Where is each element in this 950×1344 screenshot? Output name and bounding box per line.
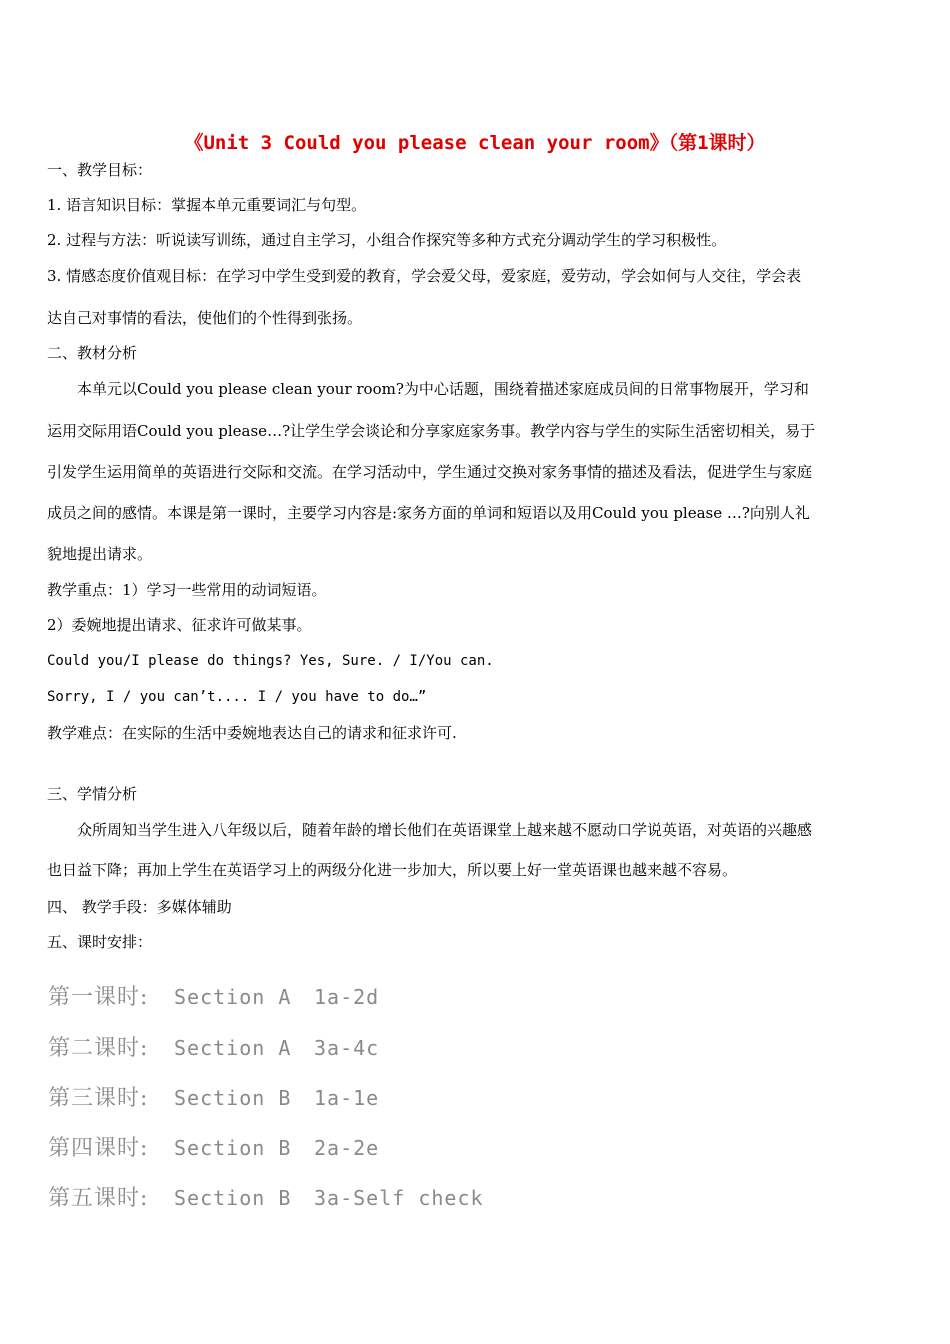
example-sentence-1: Could you/I please do things? Yes, Sure. / I/You can.: [47, 653, 494, 669]
schedule-section: Section A: [174, 985, 292, 1009]
goal-emotion: 3. 情感态度价值观目标：在学习中学生受到爱的教育，学会爱父母，爱家庭，爱劳动，学会如何与人交往，学会表: [47, 267, 802, 285]
schedule-range: 2a-2e: [314, 1136, 380, 1160]
material-paragraph-line: 引发学生运用简单的英语进行交际和交流。在学习活动中，学生通过交换对家务事情的描述及看法，促进学生与家庭: [47, 463, 813, 481]
student-analysis-line: 也日益下降；再加上学生在英语学习上的两级分化进一步加大，所以要上好一堂英语课也越来越不容易。: [47, 861, 738, 879]
heading-teaching-goals: 一、教学目标：: [47, 161, 153, 179]
key-point-2: 2）委婉地提出请求、征求许可做某事。: [47, 616, 312, 634]
goal-process: 2. 过程与方法：听说读写训练，通过自主学习，小组合作探究等多种方式充分调动学生的学习积极性。: [47, 231, 727, 249]
schedule-lesson: 第三课时:: [48, 1086, 149, 1111]
heading-student-analysis: 三、学情分析: [47, 785, 138, 803]
material-paragraph-line: 运用交际用语Could you please…?让学生学会谈论和分享家庭家务事。教学内容与学生的实际生活密切相关，易于: [47, 422, 816, 440]
goal-emotion-cont: 达自己对事情的看法，使他们的个性得到张扬。: [47, 309, 363, 327]
goal-knowledge: 1. 语言知识目标：掌握本单元重要词汇与句型。: [47, 196, 367, 214]
material-paragraph-line: 成员之间的感情。本课是第一课时，主要学习内容是:家务方面的单词和短语以及用Could you please …?向别人礼: [47, 504, 810, 522]
schedule-range: 3a-4c: [314, 1036, 380, 1060]
schedule-section: Section A: [174, 1036, 292, 1060]
schedule-range: 3a-Self check: [314, 1186, 484, 1210]
schedule-row: [48, 1181, 484, 1212]
schedule-row: [48, 1031, 379, 1062]
material-paragraph-line: 本单元以Could you please clean your room?为中心话题，围绕着描述家庭成员间的日常事物展开，学习和: [47, 380, 809, 398]
schedule-lesson: 第五课时:: [48, 1186, 149, 1211]
schedule-section: Section B: [174, 1186, 292, 1210]
example-sentence-2: Sorry, I / you can’t.... I / you have to do…”: [47, 689, 427, 705]
heading-material-analysis: 二、教材分析: [47, 344, 138, 362]
schedule-row: [48, 980, 379, 1011]
schedule-section: Section B: [174, 1136, 292, 1160]
material-paragraph-line: 貌地提出请求。: [47, 545, 153, 563]
key-point-1: 教学重点：1）学习一些常用的动词短语。: [47, 581, 327, 599]
heading-schedule: 五、课时安排：: [47, 933, 153, 951]
schedule-lesson: 第二课时:: [48, 1036, 149, 1061]
schedule-range: 1a-1e: [314, 1086, 380, 1110]
difficult-point: 教学难点：在实际的生活中委婉地表达自己的请求和征求许可.: [47, 724, 457, 742]
schedule-row: [48, 1081, 379, 1112]
schedule-lesson: 第四课时:: [48, 1136, 149, 1161]
student-analysis-line: 众所周知当学生进入八年级以后，随着年龄的增长他们在英语课堂上越来越不愿动口学说英语，对英语的兴趣感: [47, 821, 813, 839]
document-title: 《Unit 3 Could you please clean your room》（第1课时）: [184, 132, 766, 154]
heading-teaching-means: 四、 教学手段：多媒体辅助: [47, 898, 232, 916]
schedule-lesson: 第一课时:: [48, 985, 149, 1010]
schedule-range: 1a-2d: [314, 985, 380, 1009]
schedule-row: [48, 1131, 379, 1162]
schedule-section: Section B: [174, 1086, 292, 1110]
